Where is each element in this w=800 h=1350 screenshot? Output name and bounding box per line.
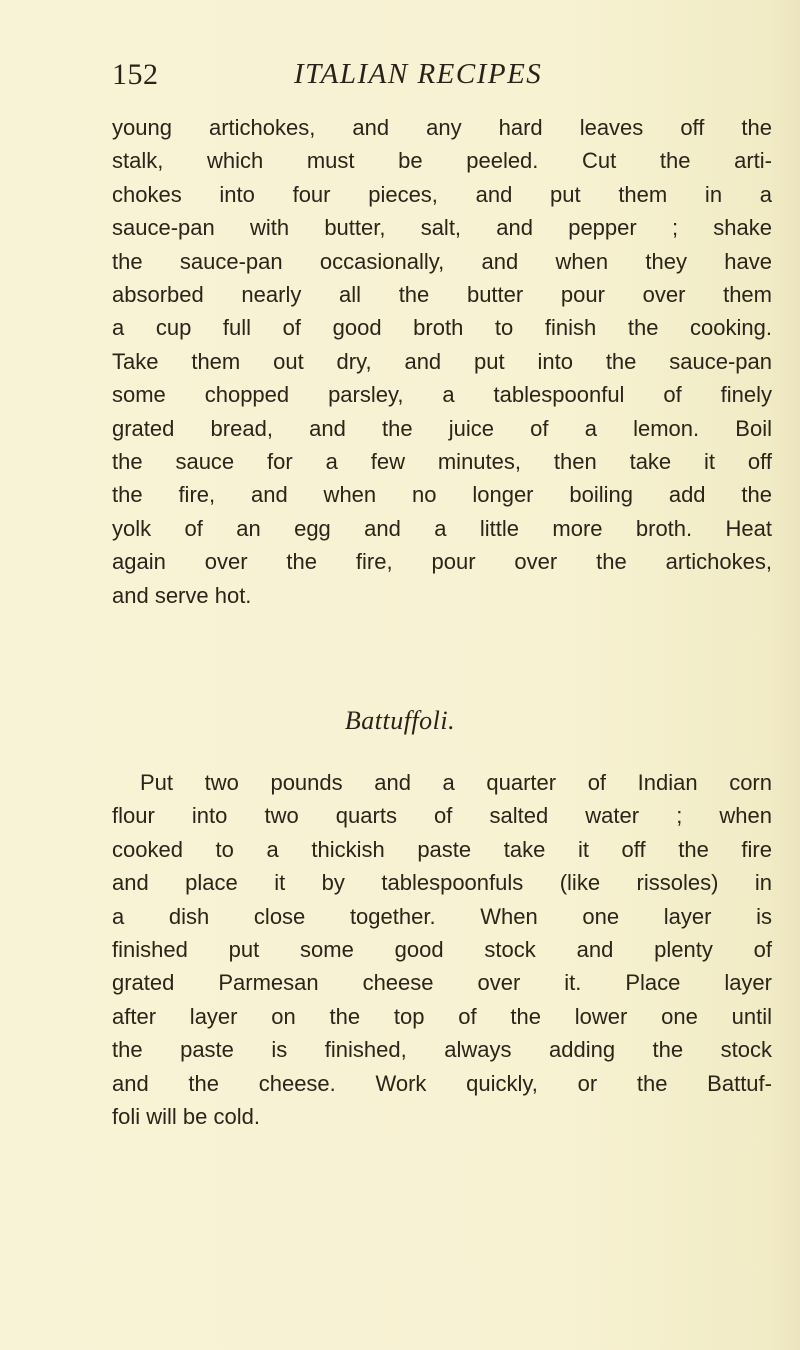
text-line: cooked to a thickish paste take it off the fire xyxy=(112,836,772,862)
text-line: yolk of an egg and a little more broth. Heat xyxy=(112,515,772,541)
text-line: the paste is finished, always adding the stock xyxy=(112,1037,772,1063)
text-line: the sauce-pan occasionally, and when they have xyxy=(112,248,772,274)
running-title: ITALIAN RECIPES xyxy=(294,58,543,90)
text-line: after layer on the top of the lower one until xyxy=(112,1003,772,1029)
section-heading: Battuffoli. xyxy=(344,706,456,735)
battuffoli-recipe-paragraph xyxy=(112,766,772,1133)
text-line: again over the fire, pour over the artichokes, xyxy=(112,549,772,575)
running-head xyxy=(112,58,732,98)
text-line: Put two pounds and a quarter of Indian corn xyxy=(140,770,772,795)
text-line: a dish close together. When one layer is xyxy=(112,903,772,929)
text-line: absorbed nearly all the butter pour over them xyxy=(112,282,772,308)
text-line: sauce-pan with butter, salt, and pepper ; shake xyxy=(112,215,772,241)
text-line: stalk, which must be peeled. Cut the arti- xyxy=(112,148,772,174)
text-line: flour into two quarts of salted water ; when xyxy=(112,803,772,829)
text-line: finished put some good stock and plenty of xyxy=(112,937,772,963)
text-line: the fire, and when no longer boiling add the xyxy=(112,482,772,508)
text-line: a cup full of good broth to finish the cooking. xyxy=(112,315,772,341)
text-line: and place it by tablespoonfuls (like rissoles) in xyxy=(112,870,772,896)
text-line: and the cheese. Work quickly, or the Battuf- xyxy=(112,1070,772,1096)
text-line: the sauce for a few minutes, then take it off xyxy=(112,449,772,475)
text-line: chokes into four pieces, and put them in a xyxy=(112,181,772,207)
text-line: young artichokes, and any hard leaves off the xyxy=(112,115,772,140)
text-line: grated bread, and the juice of a lemon. Boil xyxy=(112,415,772,441)
text-line: Take them out dry, and put into the sauce-pan xyxy=(112,348,772,374)
text-line: foli will be cold. xyxy=(112,1104,260,1130)
text-line: grated Parmesan cheese over it. Place layer xyxy=(112,970,772,996)
artichoke-recipe-paragraph xyxy=(112,111,772,612)
page-number: 152 xyxy=(112,58,159,91)
text-line: some chopped parsley, a tablespoonful of finely xyxy=(112,382,772,408)
text-line: and serve hot. xyxy=(112,582,252,608)
